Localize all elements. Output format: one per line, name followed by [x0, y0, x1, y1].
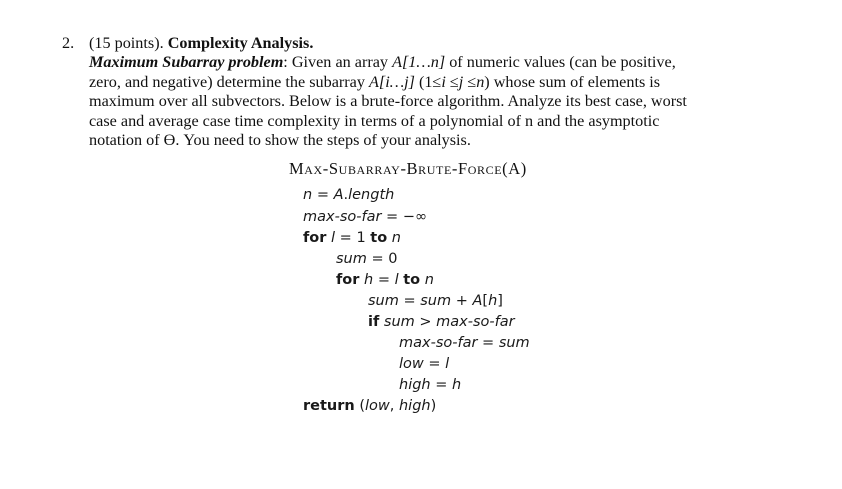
algorithm-name: Max-Subarray-Brute-Force [289, 159, 503, 178]
code-line-10: high = h [399, 377, 462, 393]
code-line-6: sum = sum + A[h] [368, 293, 503, 309]
code-line-11: return (low, high) [303, 398, 437, 414]
problem-number: 2. [62, 34, 75, 52]
problem-line-2: Maximum Subarray problem: Given an array A[1…n] of numeric values (can be positive, [89, 53, 676, 72]
problem-heading: Complexity Analysis. [167, 34, 314, 52]
code-line-7: if sum > max-so-far [368, 314, 515, 330]
code-line-1: n = A.length [303, 187, 395, 203]
algorithm-param: (A) [502, 159, 527, 178]
points-label: (15 points). [89, 34, 164, 52]
code-line-5: for h = l to n [336, 272, 434, 288]
code-line-4: sum = 0 [336, 251, 398, 267]
problem-line-6: notation of ϴ. You need to show the steps of your analysis. [89, 131, 471, 150]
algorithm-title [289, 159, 527, 179]
problem-line-4: maximum over all subvectors. Below is a brute-force algorithm. Analyze its best case, worst [89, 92, 687, 111]
problem-line-3: zero, and negative) determine the subarray A[i…j] (1≤i ≤j ≤n) whose sum of elements is [89, 72, 661, 91]
code-line-2: max-so-far = −∞ [303, 209, 428, 225]
array-notation: A[1…n] [392, 53, 446, 72]
subarray-notation: A[i…j] [369, 72, 415, 91]
code-line-9: low = l [399, 356, 450, 372]
problem-name: Maximum Subarray problem [89, 53, 284, 72]
code-line-8: max-so-far = sum [399, 335, 530, 351]
code-line-3: for l = 1 to n [303, 230, 401, 246]
problem-line-5: case and average case time complexity in terms of a polynomial of n and the asymptotic [89, 111, 660, 130]
